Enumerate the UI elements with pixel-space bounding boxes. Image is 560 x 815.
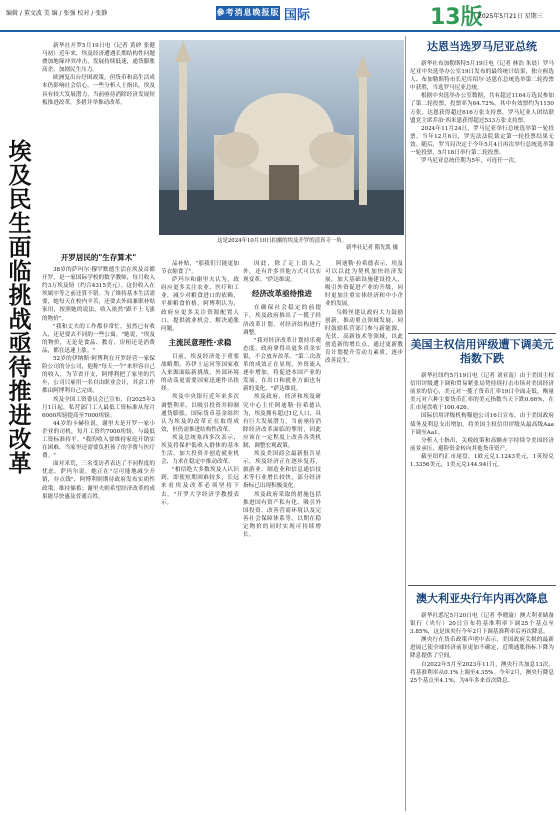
column-4	[325, 260, 403, 810]
paragraph: "相信绝大多数埃及人认识到，即使短期困难较多，长远来看埃及改革必须坚持下去。"开罗大学经济学教授表示。	[161, 467, 239, 506]
romania-headline: 达恩当选罗马尼亚总统	[427, 40, 537, 53]
paragraph: 自2022年5月至2023年11月，澳央行共加息13次，将基准利率从0.1%上调至4.35%。今年2月，澳央行降息25个基点至4.1%，为4年多来首次降息。	[410, 661, 554, 684]
page-number: 13版	[430, 5, 483, 30]
paragraph: 埃及政府采取的措施包括推进国有资产私有化、吸引外国投资、改善营商环境以及完善社会保障体系等，以期在稳定物价的同时实现可持续增长。	[243, 491, 321, 538]
mosque-photo	[159, 40, 404, 235]
paragraph: 罗马尼亚总统任期为5年，可连任一次。	[421, 158, 520, 165]
main-headline: 埃及民生面临挑战亟待推进改革	[8, 139, 32, 477]
paragraph: 在确保社会稳定的前提下，埃及政府推出了一揽子经济改革计划，对经济结构进行调整。	[243, 305, 321, 336]
australia-headline: 澳大利亚央行年内再次降息	[416, 592, 548, 605]
header-rule	[0, 30, 560, 32]
intro-text	[42, 42, 155, 248]
paragraph: 埃及美国商会最新报告显示，埃及经济正在逐步复苏，旅游业、制造业和信息通信技术等行业增长较快，部分经济指标已出现积极变化。	[243, 451, 321, 490]
paragraph: 因此，除了走上街头之外，还有许多其他方式可以实现变革。"萨达维说。	[243, 261, 321, 284]
subheading-3: 经济改革亟待推进	[252, 289, 312, 299]
paragraph: 品补贴，"那我们只能更加节衣缩食了"。	[161, 261, 239, 276]
paragraph: 埃及全国工资委员会已宣布，自2025年3月1日起，私营部门工人最低工资标准从每月6000埃镑提高至7000埃镑。	[42, 396, 155, 419]
paragraph: 萨玛尔和谢里夫认为，政府应更多关注农业、医疗和工业，减少对粮食进口的依赖，平抑粮食价格。阿博利认为，政府应更多关注资源配置人口，提供就业机会，解决通胀问题。	[161, 277, 239, 332]
us-rating-article	[410, 372, 554, 582]
paragraph: 52岁的伊纳斯·阿博利在开罗经营一家保险公司的分公司，他称"每天一个"来形容自己的收入，为节省开支，阿博利把了家里的汽车，公司只雇用一名自由职业会计，其余工作都由阿博利自己完成。	[42, 356, 155, 395]
us-rating-headline: 美国主权信用评级遭下调美元指数下跌	[410, 338, 554, 365]
paragraph: 44岁的卡赫拉说，谢里夫是开罗一家小企业的司机，每月工资约7000埃镑，与最低工资标准持平。"我的收入要维持家庭开销实在困难，当家里还需要负担孩子的学费与医疗费。"	[42, 420, 155, 460]
intro-paragraph: 新华社开罗5月19日电（记者 黄砂 张健 马初）近年来，埃及经济遭遇长期结构性问题叠加地缘冲突冲击，发展持续低迷，通货膨胀高企，加剧民生压力。	[42, 43, 155, 74]
paragraph: 新华社纽约5月19日电（记者 刘亚南）由于美国主权信用评级遭下调和贸易紧张局势持续打击市场对美国经济前景的信心，美元对一揽子货币汇率19日全面走低。衡量美元对六种主要货币汇率的美元指数当天下跌0.66%，在汇市尾盘收于100.426。	[410, 373, 554, 412]
paragraph: 根据中央选举办公室数据，共有超过1164万选民参加了第二轮投票，投票率为64.72%，其中有效票约为1150万张。达恩获得超过616万张支持票，罗马尼亚人团结联盟党主席乔治·西米恩获得超过533万张支持票。	[410, 93, 554, 124]
intro-paragraph-2: 欧洲复出台纾困政策，但货币和高生活成本仍影响社会信心。一些分析人士指出，埃及具有较大发展潜力，当前亟待消除经济发展短板推进改革，多措并举推动改革。	[42, 75, 155, 106]
romania-article	[410, 60, 554, 330]
column-3	[243, 260, 321, 810]
paragraph: 埃及政府、经济和埃及研究中心主任阿迪勒·拉希德认为，埃及拥有超过1亿人口，具有巨大发展潜力，当前亟待消除经济改革面临的掣肘，因此应该在一定程度上改善各类机制，调整宏观政策。	[243, 394, 321, 449]
paragraph: 阿迪勒·拉希德表示，埃及可以以此为契机加快经济发展，加大基础设施建设投入，吸引外资促进产业的升级，同时更加注重实体经济和中小企业的发展。	[325, 261, 403, 308]
caption-text: 这是2024年10月10日拍摄的埃及开罗的清真寺一角。	[217, 238, 347, 244]
section-divider	[408, 333, 556, 334]
issue-date: 2025年5月21日 星期三	[478, 13, 543, 20]
editor-credits: 编辑 / 董文波 美 编 / 张强 校对 / 张静	[6, 10, 108, 17]
paragraph: 埃及总统塞西多次表示，埃及将保护低收入群体的基本生活，加大投资并创造就业机会，力求在稳定中推动改革。	[161, 434, 239, 466]
paragraph: 埃及中央银行近年来多次调整利率，以吸引投资并抑制通货膨胀。国际货币基金组织认为埃及的改革正在取得成效，但仍需推进结构性改革。	[161, 394, 239, 433]
paragraph: "我对经济改革计划持乐观态度，政府拿得出更多真金实银，不会放弃改革。"第二次改革的成效正在显现，外资流入逐步增加，将促进本国产业的发展，在出口和就业方面也有新的变化。"萨达维说。	[243, 337, 321, 393]
caption-credit: 新华社记者 隋先凯 摄	[346, 245, 398, 251]
section-name: 国际	[284, 8, 311, 23]
newspaper-brand: 參考消息晚报版	[216, 6, 280, 20]
photo-caption	[166, 238, 398, 252]
australia-article	[410, 612, 554, 810]
page-header	[0, 0, 560, 40]
paragraph: 面对米荒，三名受访者表达了不同程度的忧虑。萨玛尔说，她正在"尽可能地减少开销，存点钱"，阿博利则期待政府发布实质性政策，维持储蓄；谢里夫则希望经济改革的成果能尽快惠及普通百姓。	[42, 461, 155, 500]
paragraph: 乌姆丝建议政府大力鼓励创新，推动重点领域发展，同时鼓励私营部门参与新能源、光伏、高新技术等领域，以此创造新的增长点，通过更新教育计划提升劳动力素质，逐步改善民生。	[325, 309, 403, 365]
section-divider	[408, 585, 556, 586]
column-divider	[405, 36, 406, 811]
paragraph: 国际信用评级机构穆迪公司16日宣布，由于美国政府债务及利息支出增加，将美国主权信用评级从最高级Aaa下调至Aa1。	[410, 413, 554, 436]
paragraph: 截至纽约汇市尾盘，1欧元兑1.1243美元，1英镑兑1.3356美元，1美元兑144.94日元。	[410, 453, 554, 469]
paragraph: 分析人士指出，关税政策和高额赤字持续令美国经济前景承压，避险资金转向其他货币资产。	[410, 437, 554, 452]
paragraph: 新华社悉尼5月20日电（记者 李晓渝）澳大利亚储备银行（央行）20日宣布将基准利率下调25个基点至3.85%，这是该央行今年2月下调基准利率后再次降息。	[410, 613, 554, 636]
paragraph: 目前，埃及经济处于重要战略期，苏伊士运河等国家收入来源面临新挑战，外部环境的动荡更需要国家迅速作出抉择。	[161, 353, 239, 393]
column-2	[161, 260, 239, 810]
column-1	[42, 266, 155, 811]
subheading-1: 开罗居民的"生存算术"	[60, 253, 137, 262]
paragraph: 2024年11月24日，罗马尼亚举行总统选举第一轮投票。当年12月6日，罗宪法法院裁定第一轮投票结果无效。随后，罗当局决定于今年5月4日再次举行总统选举第一轮投票，5月18日举行第二轮投票。	[410, 125, 554, 157]
subheading-2: 主流民意理性·求稳	[168, 337, 232, 347]
paragraph: "我和丈夫的工作都非常忙，虽然已有收入，还是要去不同的一些公寓。"她说，"埃及的物价，无论是食品、教育，房租还是消费品，都在迅速上涨。"	[42, 323, 155, 354]
mosque-illustration	[159, 40, 404, 235]
paragraph: 38岁的萨玛尔·穆罕默德生活在埃及首都开罗，是一家国际学校的数学教师，每月收入约3万埃及镑（约合4315美元）。这份收入在埃属中等之前还算不错。为了维持基本生活需要，她每天在校内辛苦，还要去外面兼职补贴家用，按照她的说法，收入依然"跟不上飞涨的物价"。	[42, 267, 155, 322]
paragraph: 新华社布加勒斯特5月19日电（记者 林浩 朱晨）罗马尼亚中央选举办公室19日发布的最终统计结果，独立候选人、布加勒斯特市长尼库绍尔·达恩在总统选举第二轮投票中获胜，当选罗马尼亚总统。	[410, 61, 554, 92]
paragraph: 澳央行在货币政策声明中表示，美国政府关税的最新进展已使全球经济前景更加不确定，近期通胀指标下降为降息提供了空间。	[410, 637, 554, 660]
